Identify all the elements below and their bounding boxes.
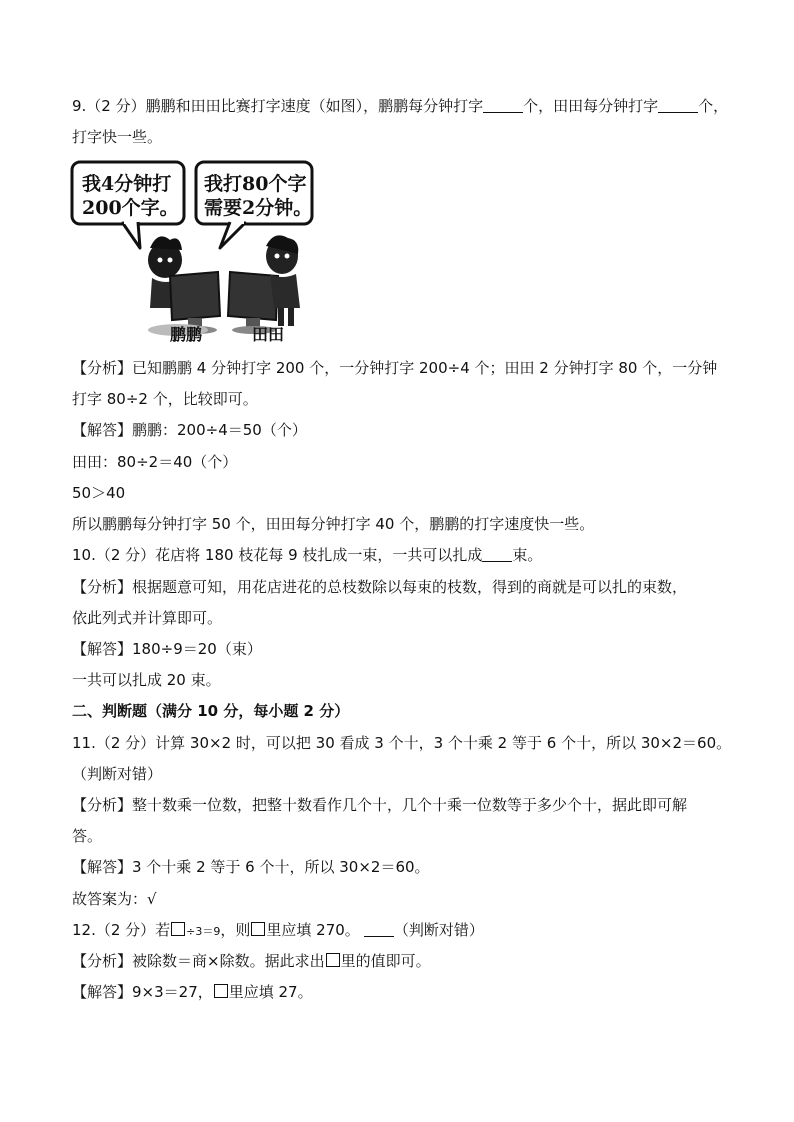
q12-stem-part2: ，则	[220, 921, 251, 939]
section-heading-judgement: 二、判断题（满分 10 分，每小题 2 分）	[72, 702, 350, 720]
bubble-left-text	[82, 172, 179, 220]
q9-stem-part3: 个，	[698, 97, 729, 115]
typing-race-illustration	[70, 158, 315, 348]
square-box-icon	[326, 953, 340, 967]
q12-answer-part1: 【解答】9×3＝27，	[72, 983, 213, 1001]
q12-analysis-part1: 【分析】被除数＝商×除数。据此求出	[72, 952, 325, 970]
bubble-right-line2: 需要2分钟。	[204, 197, 313, 219]
q9-stem-line1	[72, 96, 728, 116]
q9-answer-line1: 【解答】鹏鹏：200÷4＝50（个）	[72, 421, 307, 439]
bubble-right-line1: 我打80个字	[204, 173, 307, 195]
q11-stem-line1: 11.（2 分）计算 30×2 时，可以把 30 看成 3 个十，3 个十乘 2 等于 6 个十，所以 30×2＝60。	[72, 734, 732, 752]
q10-answer-line1: 【解答】180÷9＝20（束）	[72, 640, 262, 658]
q10-answer-line2: 一共可以扎成 20 束。	[72, 671, 221, 689]
q9-analysis-line2: 打字 80÷2 个，比较即可。	[72, 390, 258, 408]
q9-blank-2[interactable]	[658, 96, 698, 113]
q9-stem-part2: 个，田田每分钟打字	[523, 97, 659, 115]
square-box-icon	[214, 984, 228, 998]
q12-blank[interactable]	[364, 920, 394, 937]
square-box-icon	[171, 922, 185, 936]
q12-answer-part2: 里应填 27。	[228, 983, 313, 1001]
q11-answer-line2: 故答案为：√	[72, 890, 157, 908]
q12-stem-part4: （判断对错）	[393, 921, 484, 939]
q12-stem	[72, 920, 484, 942]
q9-answer-line2: 田田：80÷2＝40（个）	[72, 453, 238, 471]
q10-stem-part1: 10.（2 分）花店将 180 枝花每 9 枝扎成一束，一共可以扎成	[72, 546, 483, 564]
q10-stem	[72, 545, 542, 565]
square-box-icon	[251, 922, 265, 936]
q9-analysis-line1: 【分析】已知鹏鹏 4 分钟打字 200 个，一分钟打字 200÷4 个；田田 2 分钟打字 80 个，一分钟	[72, 359, 718, 377]
q9-blank-1[interactable]	[483, 96, 523, 113]
q9-stem-part1: 9.（2 分）鹏鹏和田田比赛打字速度（如图），鹏鹏每分钟打字	[72, 97, 484, 115]
q9-answer-line4: 所以鹏鹏每分钟打字 50 个，田田每分钟打字 40 个，鹏鹏的打字速度快一些。	[72, 515, 595, 533]
q12-stem-part1: 12.（2 分）若	[72, 921, 171, 939]
q9-stem-line2	[72, 127, 162, 147]
q11-stem-line2: （判断对错）	[72, 765, 163, 783]
bubble-left-line2: 200个字。	[82, 197, 179, 219]
q10-blank[interactable]	[482, 545, 512, 562]
q10-analysis-line2: 依此列式并计算即可。	[72, 609, 223, 627]
q10-stem-part2: 束。	[512, 546, 543, 564]
q11-analysis-line2: 答。	[72, 827, 103, 845]
q12-answer	[72, 982, 313, 1002]
bubble-right-text	[204, 172, 312, 220]
name-label-right: 田田	[252, 325, 285, 344]
q10-analysis-line1: 【分析】根据题意可知，用花店进花的总枝数除以每束的枝数，得到的商就是可以扎的束数，	[72, 578, 688, 596]
q12-stem-part3: 里应填 270。	[266, 921, 360, 939]
name-label-left: 鹏鹏	[170, 325, 203, 344]
q12-analysis-part2: 里的值即可。	[340, 952, 431, 970]
bubble-left-line1: 我4分钟打	[82, 173, 172, 195]
q12-stem-expression: ÷3＝9	[186, 925, 221, 938]
q12-analysis	[72, 951, 431, 971]
q11-answer-line1: 【解答】3 个十乘 2 等于 6 个十，所以 30×2＝60。	[72, 858, 430, 876]
q11-analysis-line1: 【分析】整十数乘一位数，把整十数看作几个十，几个十乘一位数等于多少个十，据此即可解	[72, 796, 688, 814]
q9-answer-line3: 50＞40	[72, 484, 126, 502]
q9-stem-tail: 打字快一些。	[72, 128, 163, 146]
